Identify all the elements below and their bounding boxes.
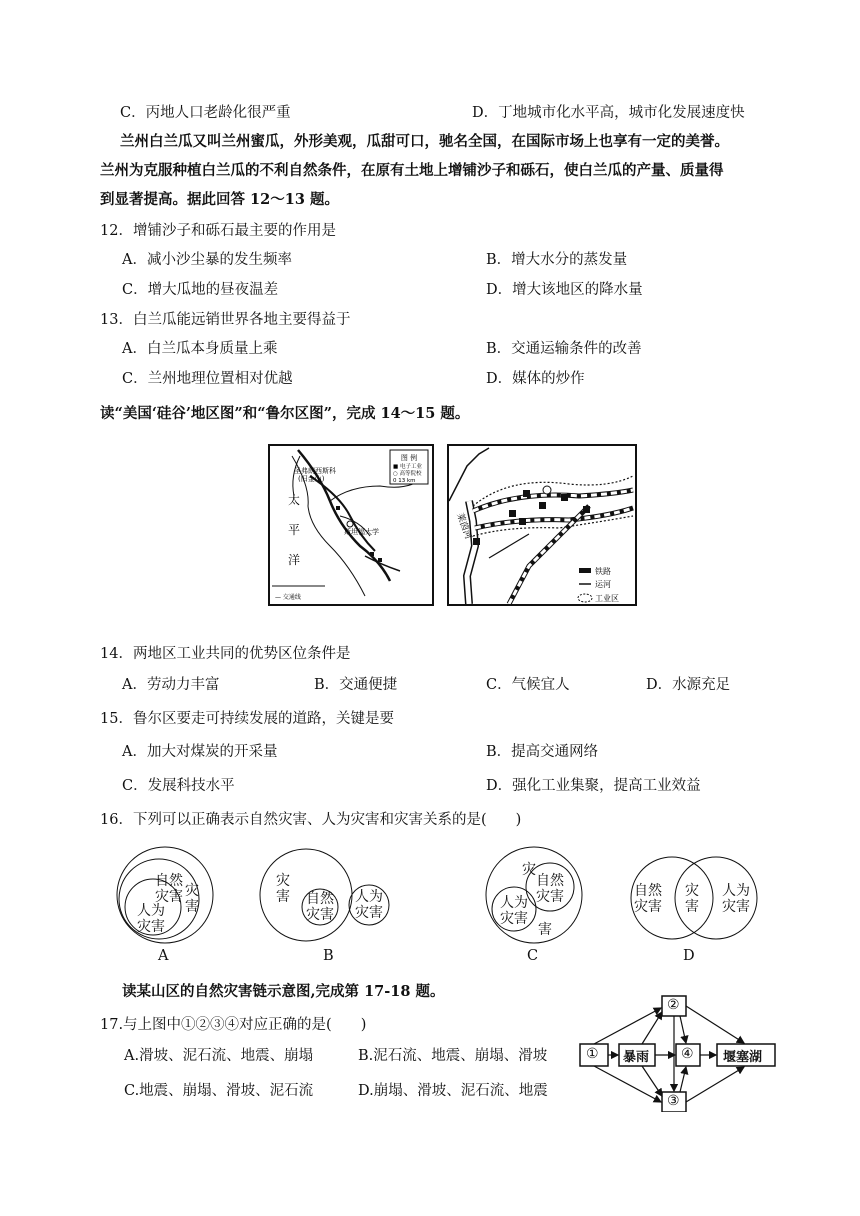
q16c-natural-label: 自然灾害 (536, 873, 564, 905)
q15-option-b: B．提高交通网络 (486, 744, 599, 760)
q13-option-a: A．白兰瓜本身质量上乘 (122, 341, 278, 357)
map1-stanford: 斯坦福大学 (344, 528, 379, 536)
q12-option-b: B．增大水分的蒸发量 (486, 252, 628, 268)
q15-stem: 15．鲁尔区要走可持续发展的道路，关键是要 (100, 711, 394, 727)
chain-node-1: ① (586, 1046, 599, 1062)
map1-legend-electronics: ■ 电子工业 (393, 464, 422, 470)
map1-legend-title: 图 例 (400, 454, 418, 462)
q16-label-a: A (158, 948, 169, 964)
map1-ocean-2: 平 (288, 523, 301, 537)
q16c-outer-label-2: 害 (538, 922, 552, 938)
map2-legend-rail: 铁路 (595, 567, 611, 576)
q14-option-b: B．交通便捷 (314, 677, 398, 693)
q16a-inner-label: 人为灾害 (137, 903, 165, 935)
silicon-valley-map (268, 444, 434, 606)
q16b-small-label: 人为灾害 (355, 889, 383, 921)
map1-city-sf: 圣弗朗西斯科 (294, 467, 336, 475)
q16-label-b: B (323, 948, 334, 964)
chain-node-4: ④ (681, 1046, 694, 1062)
q13-option-d: D．媒体的炒作 (486, 371, 585, 387)
map1-legend-scale: 0 13 km (393, 478, 416, 484)
q17-stem: 17.与上图中①②③④对应正确的是( ) (100, 1017, 367, 1033)
q12-option-d: D．增大该地区的降水量 (486, 282, 643, 298)
q16d-left-label: 自然灾害 (634, 883, 662, 915)
q15-option-d: D．强化工业集聚，提高工业效益 (486, 778, 701, 794)
q16d-right-label: 人为灾害 (722, 883, 750, 915)
prev-option-c: C．丙地人口老龄化很严重 (120, 105, 291, 121)
q17-option-a: A.滑坡、泥石流、地震、崩塌 (124, 1048, 314, 1064)
disaster-chain-diagram (576, 992, 800, 1112)
q16-stem: 16．下列可以正确表示自然灾害、人为灾害和灾害关系的是( ) (100, 812, 522, 828)
q16-diagram-c (484, 843, 584, 948)
intro-12-13-line1: 兰州白兰瓜又叫兰州蜜瓜，外形美观，瓜甜可口，驰名全国，在国际市场上也享有一定的美誉。 (120, 133, 729, 150)
chain-node-3: ③ (667, 1093, 680, 1109)
q14-option-d: D．水源充足 (646, 677, 731, 693)
ruhr-map (447, 444, 637, 606)
q17-option-c: C.地震、崩塌、滑坡、泥石流 (124, 1083, 314, 1099)
chain-node-lake: 堰塞湖 (723, 1050, 763, 1065)
q16d-mid-label: 灾害 (685, 883, 699, 915)
intro-14-15: 读“美国‘硅谷’地区图”和“鲁尔区图”，完成 14～15 题。 (100, 405, 470, 422)
q16a-outer-label: 灾害 (185, 883, 199, 915)
q14-stem: 14．两地区工业共同的优势区位条件是 (100, 646, 351, 662)
chain-node-rain: 暴雨 (623, 1050, 650, 1065)
map1-ocean-3: 洋 (288, 553, 301, 567)
q12-stem: 12．增铺沙子和砾石最主要的作用是 (100, 223, 336, 239)
q16b-inner-label: 自然灾害 (306, 891, 334, 923)
map2-legend-canal: 运河 (595, 580, 611, 589)
q16a-mid-label: 自然灾害 (155, 873, 183, 905)
q16-diagram-b (258, 843, 394, 948)
q12-option-c: C．增大瓜地的昼夜温差 (122, 282, 279, 298)
q13-option-c: C．兰州地理位置相对优越 (122, 371, 293, 387)
q16-diagram-d (622, 855, 762, 941)
intro-17-18: 读某山区的自然灾害链示意图,完成第 17-18 题。 (122, 983, 445, 1000)
intro-12-13-line2: 兰州为克服种植白兰瓜的不利自然条件，在原有土地上增铺沙子和砾石，使白兰瓜的产量、质量得 (100, 162, 724, 179)
q15-option-a: A．加大对煤炭的开采量 (122, 744, 278, 760)
intro-12-13-line3: 到显著提高。据此回答 12～13 题。 (100, 191, 339, 208)
map1-ocean-1: 太 (288, 493, 301, 507)
prev-option-d: D．丁地城市化水平高，城市化发展速度快 (472, 105, 745, 121)
q13-option-b: B．交通运输条件的改善 (486, 341, 642, 357)
q16-diagram-a (115, 843, 215, 948)
map2-legend-industrial: 工业区 (595, 594, 619, 603)
map1-city-sf-sub: (旧金山) (298, 475, 325, 483)
q12-option-a: A．减小沙尘暴的发生频率 (122, 252, 292, 268)
q16-label-c: C (527, 948, 539, 964)
q15-option-c: C．发展科技水平 (122, 778, 235, 794)
map1-legend-university: ○ 高等院校 (393, 471, 422, 477)
q17-option-b: B.泥石流、地震、崩塌、滑坡 (358, 1048, 548, 1064)
q16-label-d: D (683, 948, 695, 964)
q16c-outer-label-1: 灾 (522, 862, 536, 878)
q14-option-c: C．气候宜人 (486, 677, 570, 693)
map1-road-legend: — 交通线 (275, 594, 301, 601)
chain-node-2: ② (667, 997, 680, 1013)
q17-option-d: D.崩塌、滑坡、泥石流、地震 (358, 1083, 548, 1099)
q16c-human-label: 人为灾害 (500, 895, 528, 927)
q16b-big-label: 灾害 (276, 873, 290, 905)
q13-stem: 13．白兰瓜能远销世界各地主要得益于 (100, 312, 351, 328)
q14-option-a: A．劳动力丰富 (122, 677, 220, 693)
map2-river-label: 莱茵河 (454, 511, 473, 541)
